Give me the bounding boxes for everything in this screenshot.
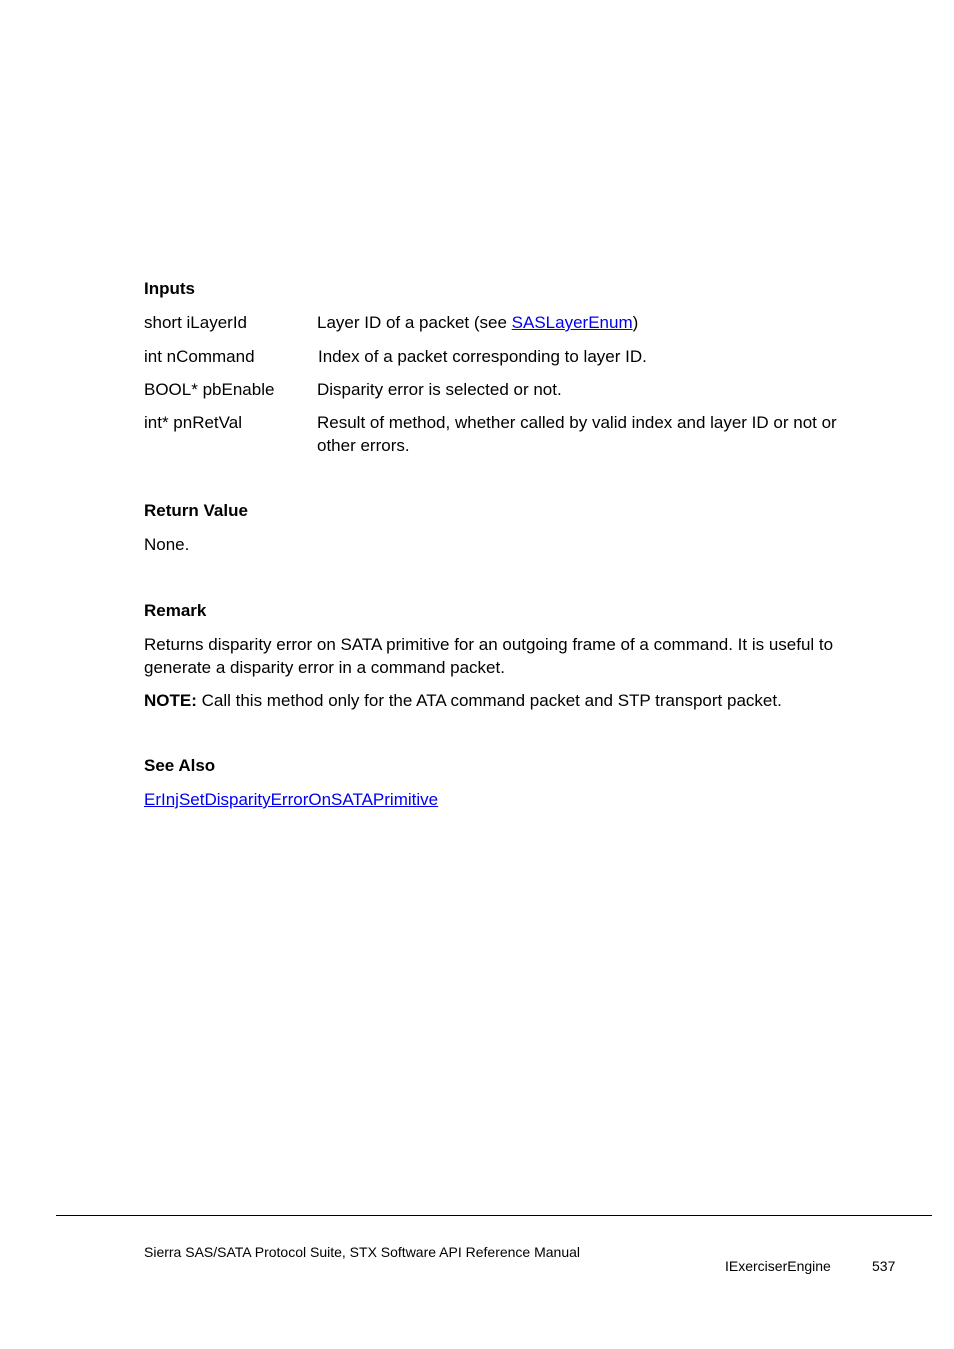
param-name-ilayerid: short iLayerId [144,313,247,332]
param-desc-ilayerid [317,311,877,334]
footer-page-number: 537 [872,1258,896,1274]
erinjsetdisparityerror-link[interactable]: ErInjSetDisparityErrorOnSATAPrimitive [144,790,439,809]
param-desc-prefix: Layer ID of a packet (see [317,313,512,332]
note-text: Call this method only for the ATA command packet and STP transport packet. [196,691,782,710]
note-label: NOTE: [144,691,197,710]
return-value-text: None. [144,535,190,554]
return-value-heading: Return Value [144,501,248,520]
param-name-pbenable: BOOL* pbEnable [144,380,275,399]
inputs-heading: Inputs [144,279,195,298]
param-desc-ncommand: Index of a packet corresponding to layer ID. [318,347,647,366]
footer-section: IExerciserEngine [725,1258,831,1274]
param-desc-pbenable: Disparity error is selected or not. [317,380,562,399]
remark-note [144,689,879,712]
see-also-heading: See Also [144,756,216,775]
param-name-ncommand: int nCommand [144,347,255,366]
remark-heading: Remark [144,601,207,620]
param-desc-pnretval: Result of method, whether called by valid index and layer ID or not or other errors. [317,413,837,455]
saslayerenum-link[interactable]: SASLayerEnum [511,313,633,332]
param-desc-suffix: ) [632,313,639,332]
footer-manual-title: Sierra SAS/SATA Protocol Suite, STX Software API Reference Manual [144,1244,581,1260]
see-also-line [144,788,438,811]
remark-text: Returns disparity error on SATA primitive for an outgoing frame of a command. It is useful to generate a disparity error in a command packet. [144,635,834,677]
param-name-pnretval: int* pnRetVal [144,413,242,432]
footer-divider [56,1215,932,1216]
